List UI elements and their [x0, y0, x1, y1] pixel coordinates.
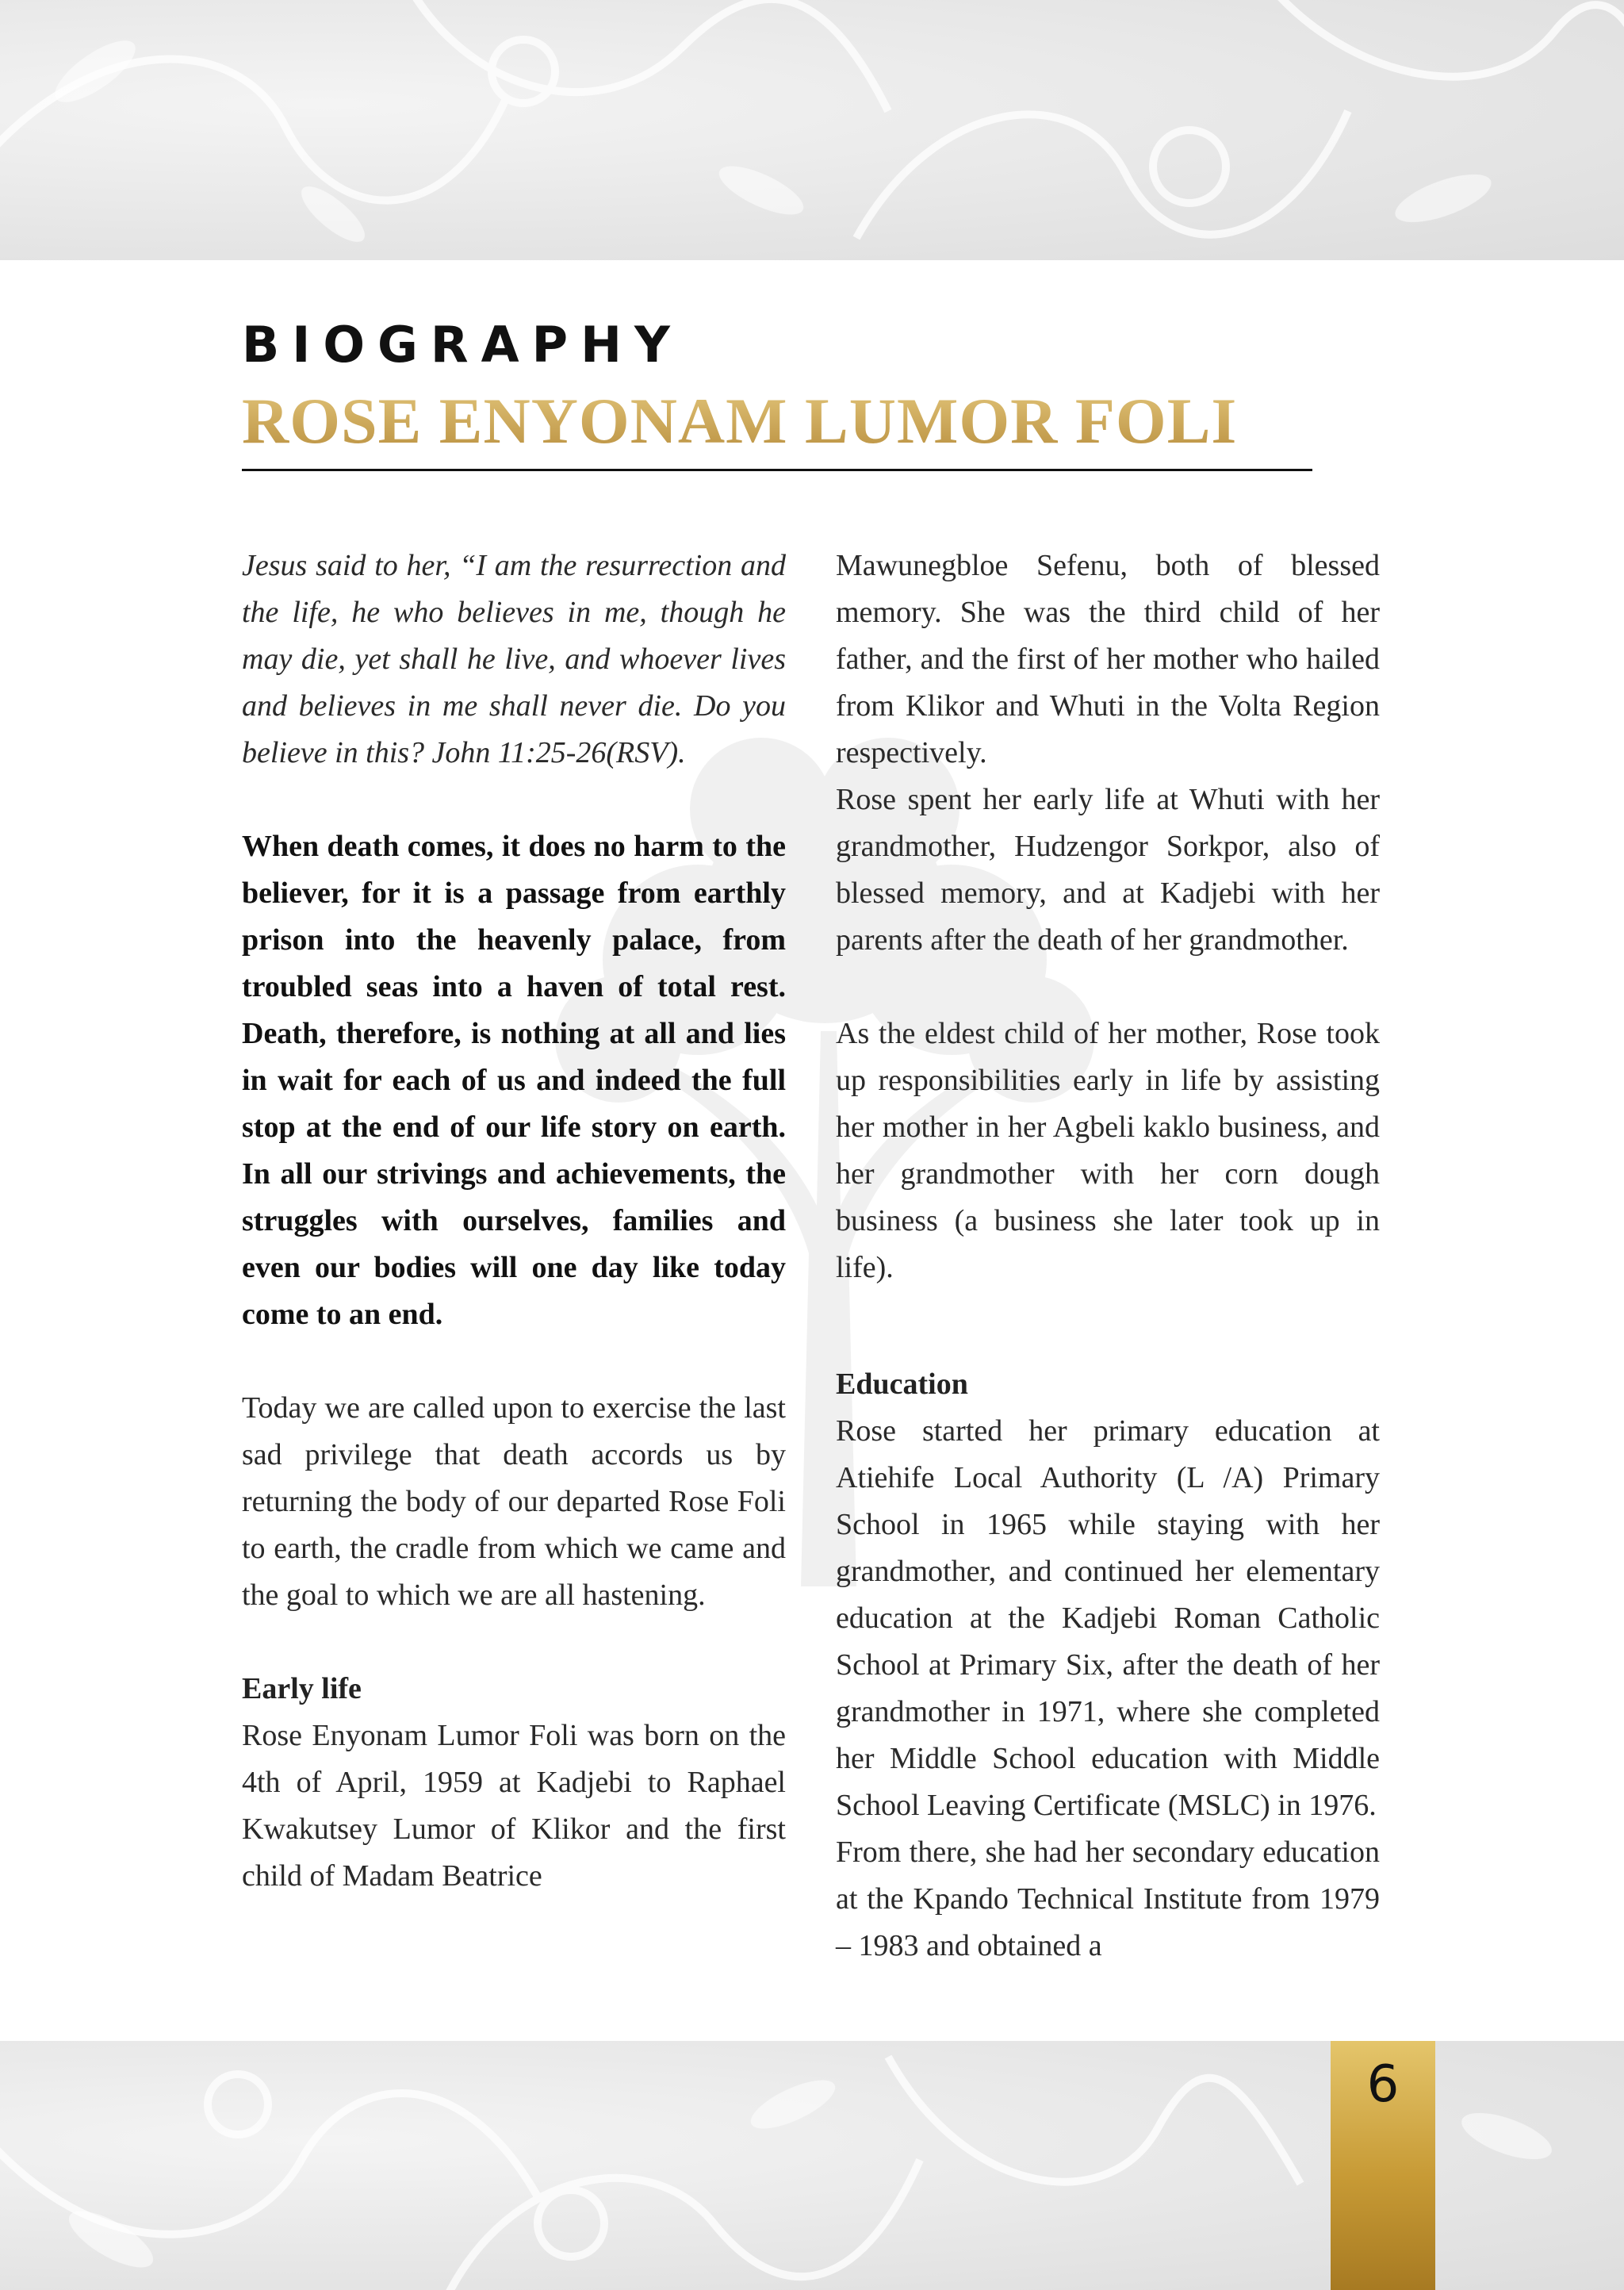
responsibilities-paragraph: As the eldest child of her mother, Rose took up responsibilities early in life by assisting her mother in her Agbeli kaklo business, and her grandmother with her corn dough business (a business she later took up in life).	[836, 1017, 1380, 1284]
today-paragraph: Today we are called upon to exercise the last sad privilege that death accords us by returning the body of our departed Rose Foli to earth, the cradle from which we came and the goal to which we are all hastening.	[242, 1391, 786, 1612]
early-life-heading: Early life	[242, 1672, 362, 1705]
death-reflection-paragraph: When death comes, it does no harm to the believer, for it is a passage from earthly prison into the heavenly palace, from troubled seas into a haven of total rest. Death, therefore, is nothing at all and lies in wait for each of us and indeed the full stop at the end of our life story on earth. In all our strivings and achievements, the struggles with ourselves, families and even our bodies will one day like today come to an end.	[242, 830, 786, 1331]
page-number: 6	[1366, 2055, 1400, 2114]
top-decorative-band	[0, 0, 1624, 260]
primary-education-paragraph: Rose started her primary education at Atiehife Local Authority (L /A) Primary School in 1965 while staying with her grandmother, and continued her elementary education at the Kadjebi Roman Catholic School at Primary Six, after the death of her grandmother in 1971, where she completed her Middle School education with Middle School Leaving Certificate (MSLC) in 1976.	[836, 1414, 1380, 1822]
scripture-quote: Jesus said to her, “I am the resurrection and the life, he who believes in me, though he may die, yet shall he live, and whoever lives and believes in me shall never die. Do you believe in this? John 11:25-26(RSV).	[242, 549, 786, 769]
left-text-column	[242, 543, 786, 1900]
person-name-title: ROSE ENYONAM LUMOR FOLI	[242, 385, 1312, 458]
page-number-tab	[1331, 2041, 1435, 2290]
title-block	[242, 313, 1312, 458]
swirl-pattern-top	[0, 0, 1624, 260]
title-underline	[242, 469, 1312, 471]
right-text-column	[836, 543, 1380, 1970]
secondary-education-paragraph: From there, she had her secondary education at the Kpando Technical Institute from 1979 – 1983 and obtained a	[836, 1835, 1380, 1962]
parents-paragraph: Mawunegbloe Sefenu, both of blessed memory. She was the third child of her father, and the first of her mother who hailed from Klikor and Whuti in the Volta Region respectively.	[836, 549, 1380, 769]
education-heading: Education	[836, 1367, 968, 1401]
section-label: BIOGRAPHY	[242, 316, 683, 374]
early-years-paragraph: Rose spent her early life at Whuti with her grandmother, Hudzengor Sorkpor, also of blessed memory, and at Kadjebi with her parents after the death of her grandmother.	[836, 783, 1380, 957]
birth-paragraph: Rose Enyonam Lumor Foli was born on the 4th of April, 1959 at Kadjebi to Raphael Kwakutsey Lumor of Klikor and the first child of Madam Beatrice	[242, 1719, 786, 1893]
